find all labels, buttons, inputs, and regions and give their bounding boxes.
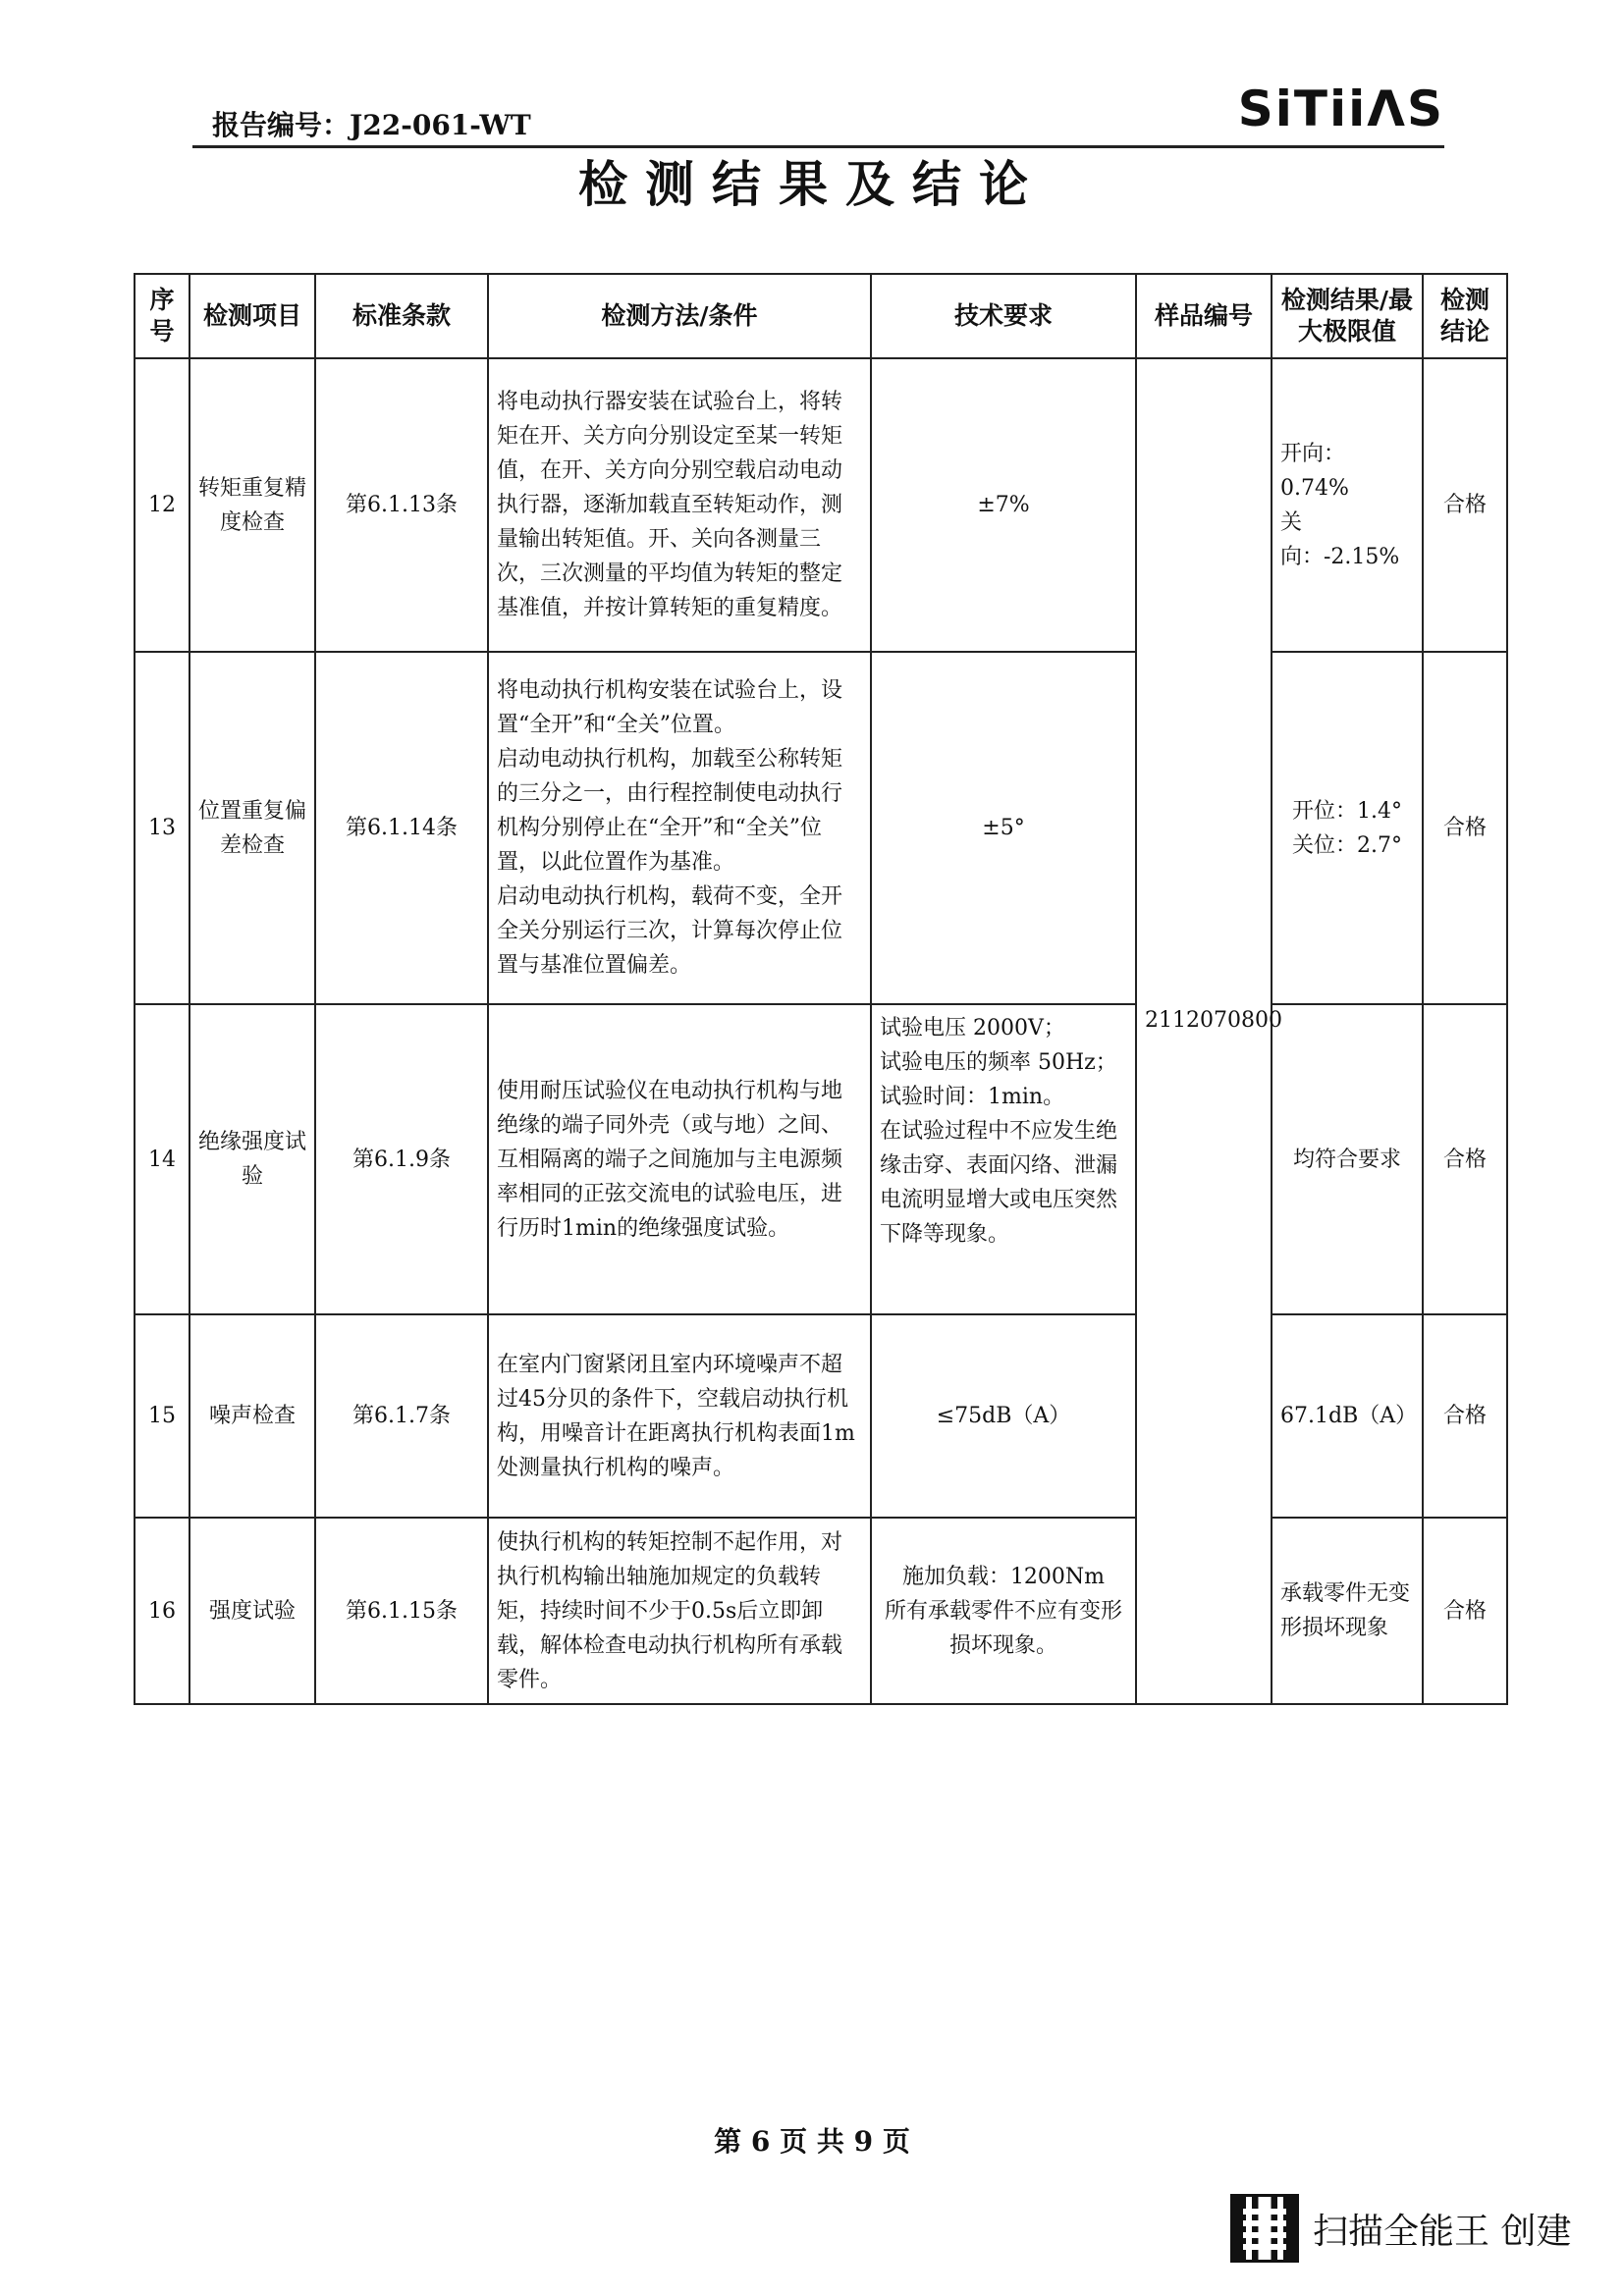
row-item: 强度试验 <box>189 1518 315 1704</box>
row-no: 15 <box>135 1314 189 1518</box>
page-number: 第 6 页 共 9 页 <box>714 2125 910 2158</box>
table-row <box>135 1518 1507 1704</box>
row-item: 转矩重复精度检查 <box>189 358 315 652</box>
results-table <box>134 273 1508 1705</box>
row-method: 将电动执行器安装在试验台上，将转矩在开、关方向分别设定至某一转矩值，在开、关方向分别空载启动电动执行器，逐渐加载直至转矩动作，测量输出转矩值。开、关向各测量三次，三次测量的平均值为转矩的整定基准值，并按计算转矩的重复精度。 <box>488 358 871 652</box>
row-requirement: ±7% <box>871 358 1136 652</box>
row-conclusion: 合格 <box>1423 358 1507 652</box>
row-item: 噪声检查 <box>189 1314 315 1518</box>
row-no: 12 <box>135 358 189 652</box>
row-conclusion: 合格 <box>1423 1314 1507 1518</box>
header-clause: 标准条款 <box>315 274 488 358</box>
row-no: 13 <box>135 652 189 1004</box>
header-method: 检测方法/条件 <box>488 274 871 358</box>
report-header <box>192 80 1444 148</box>
row-item: 绝缘强度试验 <box>189 1004 315 1314</box>
sample-number-text: 2112070800 <box>1145 1008 1282 1033</box>
scanner-badge <box>1230 2194 1571 2263</box>
row-conclusion: 合格 <box>1423 1518 1507 1704</box>
company-logo: SiTiiΛS <box>1237 80 1444 137</box>
row-requirement: 试验电压 2000V； 试验电压的频率 50Hz； 试验时间：1min。 在试验过程中不应发生绝缘击穿、表面闪络、泄漏电流明显增大或电压突然下降等现象。 <box>871 1004 1136 1314</box>
scanner-badge-label: 扫描全能王 创建 <box>1313 2211 1572 2252</box>
row-no: 14 <box>135 1004 189 1314</box>
row-result: 67.1dB（A） <box>1272 1314 1423 1518</box>
header-requirement: 技术要求 <box>871 274 1136 358</box>
row-result: 承载零件无变形损坏现象 <box>1272 1518 1423 1704</box>
row-result: 均符合要求 <box>1272 1004 1423 1314</box>
header-sample-no: 样品编号 <box>1136 274 1272 358</box>
row-clause: 第6.1.13条 <box>315 358 488 652</box>
row-result: 开向： 0.74% 关向：-2.15% <box>1272 358 1423 652</box>
table-row <box>135 652 1507 1004</box>
row-conclusion: 合格 <box>1423 1004 1507 1314</box>
row-result: 开位：1.4° 关位：2.7° <box>1272 652 1423 1004</box>
report-number: 报告编号：J22-061-WT <box>212 109 531 141</box>
table-row <box>135 358 1507 652</box>
page-title: 检测结果及结论 <box>578 155 1046 213</box>
table-row <box>135 1004 1507 1314</box>
table-row <box>135 1314 1507 1518</box>
row-clause: 第6.1.7条 <box>315 1314 488 1518</box>
row-no: 16 <box>135 1518 189 1704</box>
qr-code-icon <box>1230 2194 1299 2263</box>
sample-number <box>1136 358 1282 1704</box>
row-requirement: 施加负载：1200Nm 所有承载零件不应有变形损坏现象。 <box>871 1518 1136 1704</box>
row-method: 使执行机构的转矩控制不起作用，对执行机构输出轴施加规定的负载转矩，持续时间不少于0.5s后立即卸载，解体检查电动执行机构所有承载零件。 <box>488 1518 871 1704</box>
row-requirement: ±5° <box>871 652 1136 1004</box>
row-method: 在室内门窗紧闭且室内环境噪声不超过45分贝的条件下，空载启动执行机构，用噪音计在距离执行机构表面1m处测量执行机构的噪声。 <box>488 1314 871 1518</box>
row-conclusion: 合格 <box>1423 652 1507 1004</box>
row-item: 位置重复偏差检查 <box>189 652 315 1004</box>
row-requirement: ≤75dB（A） <box>871 1314 1136 1518</box>
row-method: 使用耐压试验仪在电动执行机构与地绝缘的端子同外壳（或与地）之间、互相隔离的端子之间施加与主电源频率相同的正弦交流电的试验电压，进行历时1min的绝缘强度试验。 <box>488 1004 871 1314</box>
header-no: 序号 <box>135 274 189 358</box>
row-clause: 第6.1.9条 <box>315 1004 488 1314</box>
row-clause: 第6.1.14条 <box>315 652 488 1004</box>
row-method: 将电动执行机构安装在试验台上，设置“全开”和“全关”位置。 启动电动执行机构，加载至公称转矩的三分之一，由行程控制使电动执行机构分别停止在“全开”和“全关”位置，以此位置作为基准。 启动电动执行机构，载荷不变，全开全关分别运行三次，计算每次停止位置与基准位置偏差。 <box>488 652 871 1004</box>
header-item: 检测项目 <box>189 274 315 358</box>
header-result: 检测结果/最大极限值 <box>1272 274 1423 358</box>
table-header-row <box>135 274 1507 358</box>
row-clause: 第6.1.15条 <box>315 1518 488 1704</box>
header-conclusion: 检测结论 <box>1423 274 1507 358</box>
